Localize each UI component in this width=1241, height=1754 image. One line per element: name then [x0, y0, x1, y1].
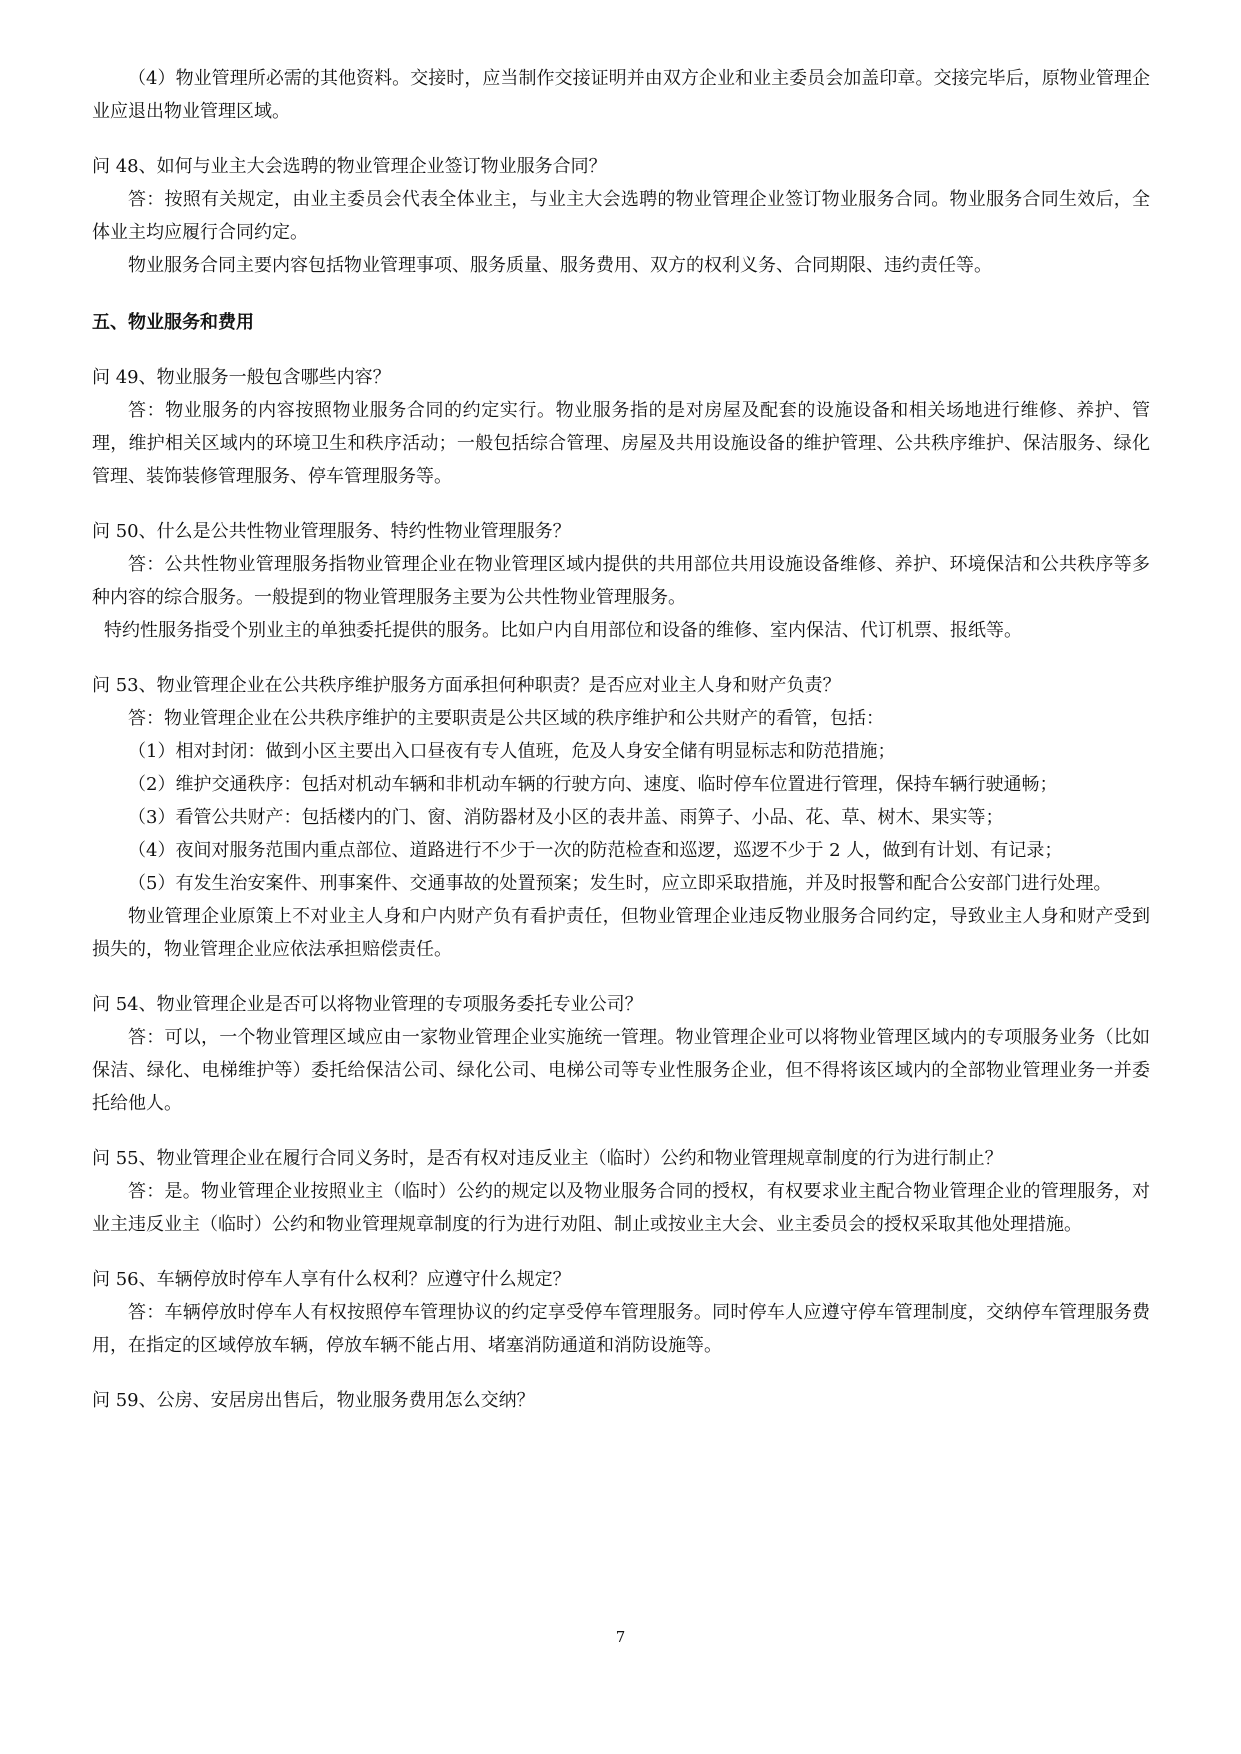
question-50: 问 50、什么是公共性物业管理服务、特约性物业管理服务？	[92, 521, 571, 542]
list-item-3: （3）看管公共财产：包括楼内的门、窗、消防器材及小区的表井盖、雨箅子、小品、花、草、树木、果实等；	[128, 807, 1004, 828]
question-49: 问 49、物业服务一般包含哪些内容？	[92, 367, 391, 388]
list-item-1: （1）相对封闭：做到小区主要出入口昼夜有专人值班，危及人身安全储有明显标志和防范措施；	[128, 741, 896, 762]
answer-54: 答：可以，一个物业管理区域应由一家物业管理企业实施统一管理。物业管理企业可以将物业管理区域内的专项服务业务（比如保洁、绿化、电梯维护等）委托给保洁公司、绿化公司、电梯公司等专业性服务企业，但不得将该区域内的全部物业管理业务一并委托给他人。	[92, 1027, 1150, 1114]
question-56: 问 56、车辆停放时停车人享有什么权利？应遵守什么规定？	[92, 1269, 571, 1290]
answer-50: 答：公共性物业管理服务指物业管理企业在物业管理区域内提供的共用部位共用设施设备维修、养护、环境保洁和公共秩序等多种内容的综合服务。一般提到的物业管理服务主要为公共性物业管理服务。	[92, 554, 1150, 608]
list-item-2: （2）维护交通秩序：包括对机动车辆和非机动车辆的行驶方向、速度、临时停车位置进行管理，保持车辆行驶通畅；	[128, 774, 1058, 795]
list-item-4: （4）夜间对服务范围内重点部位、道路进行不少于一次的防范检查和巡逻，巡逻不少于 2 人，做到有计划、有记录；	[128, 840, 1063, 861]
question-54: 问 54、物业管理企业是否可以将物业管理的专项服务委托专业公司？	[92, 994, 643, 1015]
answer-55: 答：是。物业管理企业按照业主（临时）公约的规定以及物业服务合同的授权，有权要求业主配合物业管理企业的管理服务，对业主违反业主（临时）公约和物业管理规章制度的行为进行劝阻、制止或按业主大会、业主委员会的授权采取其他处理措施。	[92, 1181, 1150, 1235]
question-53: 问 53、物业管理企业在公共秩序维护服务方面承担何种职责？是否应对业主人身和财产负责？	[92, 675, 841, 696]
question-48: 问 48、如何与业主大会选聘的物业管理企业签订物业服务合同？	[92, 156, 607, 177]
paragraph-handover-materials: （4）物业管理所必需的其他资料。交接时，应当制作交接证明并由双方企业和业主委员会加盖印章。交接完毕后，原物业管理企业应退出物业管理区域。	[92, 68, 1150, 122]
answer-53: 答：物业管理企业在公共秩序维护的主要职责是公共区域的秩序维护和公共财产的看管，包括：	[128, 708, 884, 729]
section-heading: 五、物业服务和费用	[92, 312, 254, 333]
answer-56: 答：车辆停放时停车人有权按照停车管理协议的约定享受停车管理服务。同时停车人应遵守停车管理制度，交纳停车管理服务费用，在指定的区域停放车辆，停放车辆不能占用、堵塞消防通道和消防设施等。	[92, 1302, 1150, 1356]
question-59: 问 59、公房、安居房出售后，物业服务费用怎么交纳？	[92, 1390, 535, 1411]
list-item-5: （5）有发生治安案件、刑事案件、交通事故的处置预案；发生时，应立即采取措施，并及时报警和配合公安部门进行处理。	[128, 873, 1112, 894]
paragraph-special-service: 特约性服务指受个别业主的单独委托提供的服务。比如户内自用部位和设备的维修、室内保洁、代订机票、报纸等。	[104, 620, 1022, 641]
paragraph-liability: 物业管理企业原策上不对业主人身和户内财产负有看护责任，但物业管理企业违反物业服务合同约定，导致业主人身和财产受到损失的，物业管理企业应依法承担赔偿责任。	[92, 906, 1150, 960]
answer-48: 答：按照有关规定，由业主委员会代表全体业主，与业主大会选聘的物业管理企业签订物业服务合同。物业服务合同生效后，全体业主均应履行合同约定。	[92, 189, 1150, 243]
answer-49: 答：物业服务的内容按照物业服务合同的约定实行。物业服务指的是对房屋及配套的设施设备和相关场地进行维修、养护、管理，维护相关区域内的环境卫生和秩序活动；一般包括综合管理、房屋及共用设施设备的维护管理、公共秩序维护、保洁服务、绿化管理、装饰装修管理服务、停车管理服务等。	[92, 400, 1150, 487]
paragraph-contract-content: 物业服务合同主要内容包括物业管理事项、服务质量、服务费用、双方的权利义务、合同期限、违约责任等。	[128, 255, 992, 276]
page-number: 7	[615, 1628, 626, 1646]
question-55: 问 55、物业管理企业在履行合同义务时，是否有权对违反业主（临时）公约和物业管理规章制度的行为进行制止？	[92, 1148, 1003, 1169]
document-page	[92, 62, 1150, 1417]
